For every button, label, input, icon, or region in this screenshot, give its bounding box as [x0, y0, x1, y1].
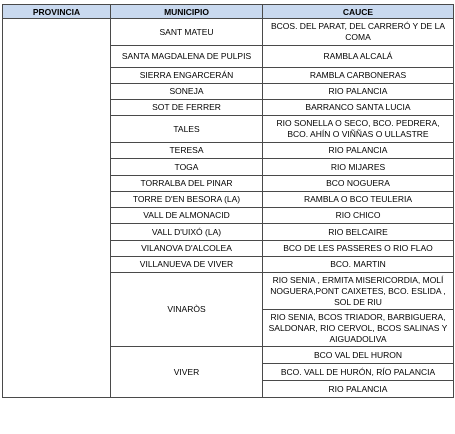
cauce-cell[interactable]: BCO. MARTIN [263, 257, 454, 273]
cauce-cell[interactable]: RAMBLA CARBONERAS [263, 68, 454, 84]
cauce-cell[interactable]: RIO BELCAIRE [263, 224, 454, 241]
municipio-cell[interactable]: SOT DE FERRER [111, 100, 263, 116]
header-provincia[interactable]: PROVINCIA [3, 5, 111, 19]
cauce-cell[interactable]: RIO PALANCIA [263, 381, 454, 398]
provincia-cell[interactable] [3, 19, 111, 398]
header-row [3, 5, 454, 19]
cauce-cell[interactable]: RIO SONELLA O SECO, BCO. PEDRERA, BCO. AHÍN O VIÑÑAS O ULLASTRE [263, 116, 454, 143]
cauce-cell[interactable]: RIO PALANCIA [263, 84, 454, 100]
municipio-cell[interactable]: VILLANUEVA DE VIVER [111, 257, 263, 273]
cauce-cell[interactable]: BCO VAL DEL HURON [263, 347, 454, 364]
cauce-cell[interactable]: RIO MIJARES [263, 159, 454, 176]
municipio-cell[interactable]: VILANOVA D'ALCOLEA [111, 241, 263, 257]
cauces-table [2, 4, 454, 398]
header-cauce[interactable]: CAUCE [263, 5, 454, 19]
cauce-cell[interactable]: BCO DE LES PASSERES O RIO FLAO [263, 241, 454, 257]
municipio-cell[interactable]: VALL D'UIXÓ (LA) [111, 224, 263, 241]
cauce-cell[interactable]: BCO NOGUERA [263, 176, 454, 192]
municipio-cell[interactable]: TERESA [111, 143, 263, 159]
cauce-cell[interactable]: RIO SENIA, BCOS TRIADOR, BARBIGUERA, SALDONAR, RIO CERVOL, BCOS SALINAS Y AIGUADOLIVA [263, 310, 454, 347]
cauce-cell[interactable]: RAMBLA O BCO TEULERIA [263, 192, 454, 208]
cauce-cell[interactable]: RAMBLA ALCALÁ [263, 46, 454, 68]
municipio-cell[interactable]: SONEJA [111, 84, 263, 100]
municipio-cell[interactable]: TORRE D'EN BESORA (LA) [111, 192, 263, 208]
cauce-cell[interactable]: BCOS. DEL PARAT, DEL CARRERÓ Y DE LA COMA [263, 19, 454, 46]
cauce-cell[interactable]: RIO PALANCIA [263, 143, 454, 159]
table-body [3, 19, 454, 398]
municipio-cell[interactable]: VALL DE ALMONACID [111, 208, 263, 224]
cauce-cell[interactable]: RIO SENIA , ERMITA MISERICORDIA, MOLÍ NOGUERA,PONT CAIXETES, BCO. ESLIDA , SOL DE RIU [263, 273, 454, 310]
municipio-cell[interactable]: SANT MATEU [111, 19, 263, 46]
header-municipio[interactable]: MUNICIPIO [111, 5, 263, 19]
municipio-cell[interactable]: VINARÒS [111, 273, 263, 347]
municipio-cell[interactable]: TALES [111, 116, 263, 143]
table-row [3, 19, 454, 46]
municipio-cell[interactable]: SIERRA ENGARCERÁN [111, 68, 263, 84]
cauce-cell[interactable]: RIO CHICO [263, 208, 454, 224]
municipio-cell[interactable]: TOGA [111, 159, 263, 176]
municipio-cell[interactable]: TORRALBA DEL PINAR [111, 176, 263, 192]
cauce-cell[interactable]: BARRANCO SANTA LUCIA [263, 100, 454, 116]
cauce-cell[interactable]: BCO. VALL DE HURÓN, RÍO PALANCIA [263, 364, 454, 381]
municipio-cell[interactable]: SANTA MAGDALENA DE PULPIS [111, 46, 263, 68]
municipio-cell[interactable]: VIVER [111, 347, 263, 398]
